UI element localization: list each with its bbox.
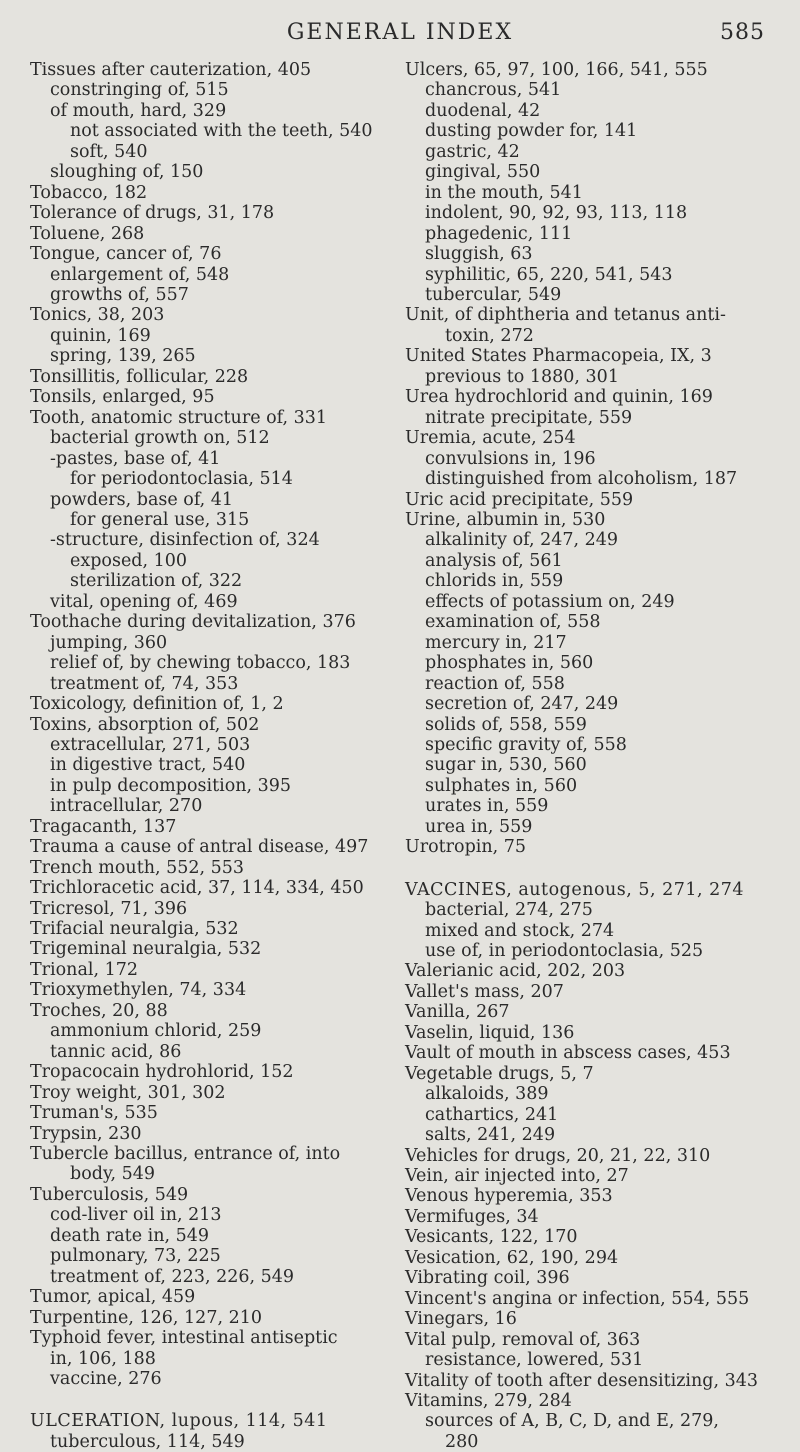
index-entry: Trauma a cause of antral disease, 497 [30,837,369,858]
index-subentry: secretion of, 247, 249 [425,694,619,715]
index-subentry: treatment of, 74, 353 [50,673,239,694]
index-subentry: sulphates in, 560 [425,775,578,796]
index-entry: ULCERATION, lupous, 114, 541 [30,1411,328,1432]
index-subentry: sugar in, 530, 560 [425,755,587,776]
index-subentry: -structure, disinfection of, 324 [50,530,320,551]
index-entry: Vein, air injected into, 27 [405,1166,629,1187]
index-subentry: syphilitic, 65, 220, 541, 543 [425,264,673,285]
index-subentry: death rate in, 549 [50,1225,210,1246]
index-subentry: pulmonary, 73, 225 [50,1246,221,1267]
index-entry: Vinegars, 16 [405,1309,517,1330]
index-entry: Vallet's mass, 207 [405,981,564,1002]
index-subentry: use of, in periodontoclasia, 525 [425,941,704,962]
index-entry: Trional, 172 [30,959,138,980]
index-entry: United States Pharmacopeia, IX, 3 [405,346,712,367]
index-entry: Trifacial neuralgia, 532 [30,919,239,940]
index-subentry: constringing of, 515 [50,80,229,101]
index-entry: Toluene, 268 [30,223,145,244]
index-entry: Valerianic acid, 202, 203 [405,961,626,982]
index-subentry: cathartics, 241 [425,1104,559,1125]
page-number: 585 [720,20,765,45]
index-subentry: relief of, by chewing tobacco, 183 [50,653,351,674]
index-subentry: treatment of, 223, 226, 549 [50,1266,295,1287]
index-entry: Vital pulp, removal of, 363 [405,1329,641,1350]
index-entry: Unit, of diphtheria and tetanus anti- [405,305,726,326]
index-entry: Trench mouth, 552, 553 [30,857,245,878]
index-entry: Troy weight, 301, 302 [30,1082,226,1103]
index-entry: Uremia, acute, 254 [405,428,576,449]
index-subentry: exposed, 100 [70,550,188,571]
index-entry: Tissues after cauterization, 405 [30,60,312,80]
index-subentry: duodenal, 42 [425,100,541,121]
index-subentry: solids of, 558, 559 [425,714,587,735]
index-subentry: mercury in, 217 [425,632,567,653]
index-subentry: toxin, 272 [445,325,534,346]
index-subentry: enlargement of, 548 [50,264,230,285]
index-subentry: alkalinity of, 247, 249 [425,530,619,551]
index-entry: Toothache during devitalization, 376 [30,612,356,633]
index-subentry: tannic acid, 86 [50,1041,182,1062]
index-subentry: analysis of, 561 [425,550,563,571]
index-subentry: tubercular, 549 [425,284,562,305]
index-subentry: cod-liver oil in, 213 [50,1205,222,1226]
index-subentry: not associated with the teeth, 540 [70,121,373,142]
index-subentry: quinin, 169 [50,325,151,346]
index-subentry: examination of, 558 [425,612,601,633]
index-subentry: alkaloids, 389 [425,1084,549,1105]
index-subentry: bacterial, 274, 275 [425,900,593,921]
index-subentry: effects of potassium on, 249 [425,591,675,612]
index-entry: Trigeminal neuralgia, 532 [30,939,262,960]
index-subentry: vital, opening of, 469 [50,591,238,612]
index-subentry: 280 [445,1431,479,1452]
index-subentry: urea in, 559 [425,816,533,837]
index-subentry: gingival, 550 [425,162,541,183]
index-entry: Tonsils, enlarged, 95 [30,387,215,408]
index-entry: Vegetable drugs, 5, 7 [405,1063,594,1084]
index-entry: Vermifuges, 34 [405,1206,539,1227]
index-entry: Tropacocain hydrohlorid, 152 [30,1062,294,1083]
index-subentry: dusting powder for, 141 [425,121,638,142]
index-subentry: reaction of, 558 [425,673,565,694]
running-title: GENERAL INDEX [286,20,514,45]
index-subentry: indolent, 90, 92, 93, 113, 118 [425,203,688,224]
index-subentry: bacterial growth on, 512 [50,428,270,449]
index-subentry: chlorids in, 559 [425,571,564,592]
index-subentry: growths of, 557 [50,284,189,305]
index-entry: Urea hydrochlorid and quinin, 169 [405,387,713,408]
index-entry: Vibrating coil, 396 [405,1268,570,1289]
index-subentry: resistance, lowered, 531 [425,1350,644,1371]
index-entry: Tricresol, 71, 396 [30,898,188,919]
index-subentry: mixed and stock, 274 [425,920,615,941]
index-entry: Typhoid fever, intestinal antiseptic [30,1328,338,1349]
index-subentry: for periodontoclasia, 514 [70,469,293,490]
index-entry: Uric acid precipitate, 559 [405,489,634,510]
index-subentry: of mouth, hard, 329 [50,100,227,121]
index-entry: Tongue, cancer of, 76 [30,244,222,265]
index-subentry: vaccine, 276 [50,1369,162,1389]
index-subentry: powders, base of, 41 [50,489,234,510]
index-subentry: jumping, 360 [50,632,168,653]
index-entry: Vitality of tooth after desensitizing, 343 [405,1370,759,1391]
index-entry: Venous hyperemia, 353 [405,1186,613,1207]
index-subentry: previous to 1880, 301 [425,366,619,387]
index-subentry: convulsions in, 196 [425,448,596,469]
index-entry: Tubercle bacillus, entrance of, into [30,1144,341,1165]
index-entry: Tumor, apical, 459 [30,1287,196,1308]
index-entry: Tobacco, 182 [30,182,148,203]
index-entry: Urotropin, 75 [405,837,527,858]
index-subentry: phagedenic, 111 [425,223,573,244]
index-subentry: ammonium chlorid, 259 [50,1021,262,1042]
index-subentry: spring, 139, 265 [50,346,196,367]
index-entry: Tuberculosis, 549 [30,1184,189,1205]
index-subentry: gastric, 42 [425,141,520,162]
index-entry: Vitamins, 279, 284 [405,1391,572,1411]
index-subentry: specific gravity of, 558 [425,734,627,755]
index-entry: Urine, albumin in, 530 [405,509,606,530]
index-subentry: sources of A, B, C, D, and E, 279, [425,1411,719,1432]
index-entry: Tonics, 38, 203 [30,305,165,326]
index-entry: Ulcers, 65, 97, 100, 166, 541, 555 [405,60,708,80]
section-gap [405,858,790,880]
index-subentry: in, 106, 188 [50,1348,156,1369]
index-subentry: salts, 241, 249 [425,1125,556,1146]
right-index-column [405,60,790,1452]
index-subentry: soft, 540 [70,141,148,162]
index-entry: Troches, 20, 88 [30,1000,168,1021]
index-entry: Truman's, 535 [30,1103,158,1124]
index-entry: Vault of mouth in abscess cases, 453 [405,1043,731,1064]
index-entry: Trichloracetic acid, 37, 114, 334, 450 [30,878,364,899]
index-entry: Vehicles for drugs, 20, 21, 22, 310 [405,1145,711,1166]
index-entry: Vesicants, 122, 170 [405,1227,578,1248]
index-entry: Trypsin, 230 [30,1123,142,1144]
index-subentry: sluggish, 63 [425,244,533,265]
index-subentry: tuberculous, 114, 549 [50,1431,245,1452]
index-subentry: intracellular, 270 [50,796,203,817]
index-subentry: nitrate precipitate, 559 [425,407,633,428]
index-entry: Toxicology, definition of, 1, 2 [30,694,284,715]
index-subentry: phosphates in, 560 [425,653,594,674]
left-index-column [30,60,400,1452]
index-subentry: sloughing of, 150 [50,162,204,183]
index-entry: Vaselin, liquid, 136 [405,1022,575,1043]
index-entry: Tooth, anatomic structure of, 331 [30,407,328,428]
index-subentry: sterilization of, 322 [70,571,243,592]
index-entry: Vesication, 62, 190, 294 [405,1247,619,1268]
page-header [0,20,800,60]
index-entry: Vanilla, 267 [405,1002,510,1023]
index-subentry: distinguished from alcoholism, 187 [425,469,738,490]
index-subentry: for general use, 315 [70,509,250,530]
section-gap [30,1389,400,1411]
index-entry: Toxins, absorption of, 502 [30,714,260,735]
index-entry: Tonsillitis, follicular, 228 [30,366,249,387]
index-entry: Turpentine, 126, 127, 210 [30,1307,262,1328]
index-subentry: in digestive tract, 540 [50,755,246,776]
index-subentry: in pulp decomposition, 395 [50,775,292,796]
index-subentry: -pastes, base of, 41 [50,448,221,469]
index-entry: Tragacanth, 137 [30,816,177,837]
index-subentry: extracellular, 271, 503 [50,734,251,755]
index-subentry: chancrous, 541 [425,80,562,101]
index-entry: VACCINES, autogenous, 5, 271, 274 [405,879,745,900]
index-entry: Tolerance of drugs, 31, 178 [30,203,275,224]
index-entry: Trioxymethylen, 74, 334 [30,980,247,1001]
index-subentry: urates in, 559 [425,796,549,817]
index-subentry: in the mouth, 541 [425,182,583,203]
index-entry: Vincent's angina or infection, 554, 555 [405,1288,750,1309]
index-subentry: body, 549 [70,1164,156,1185]
